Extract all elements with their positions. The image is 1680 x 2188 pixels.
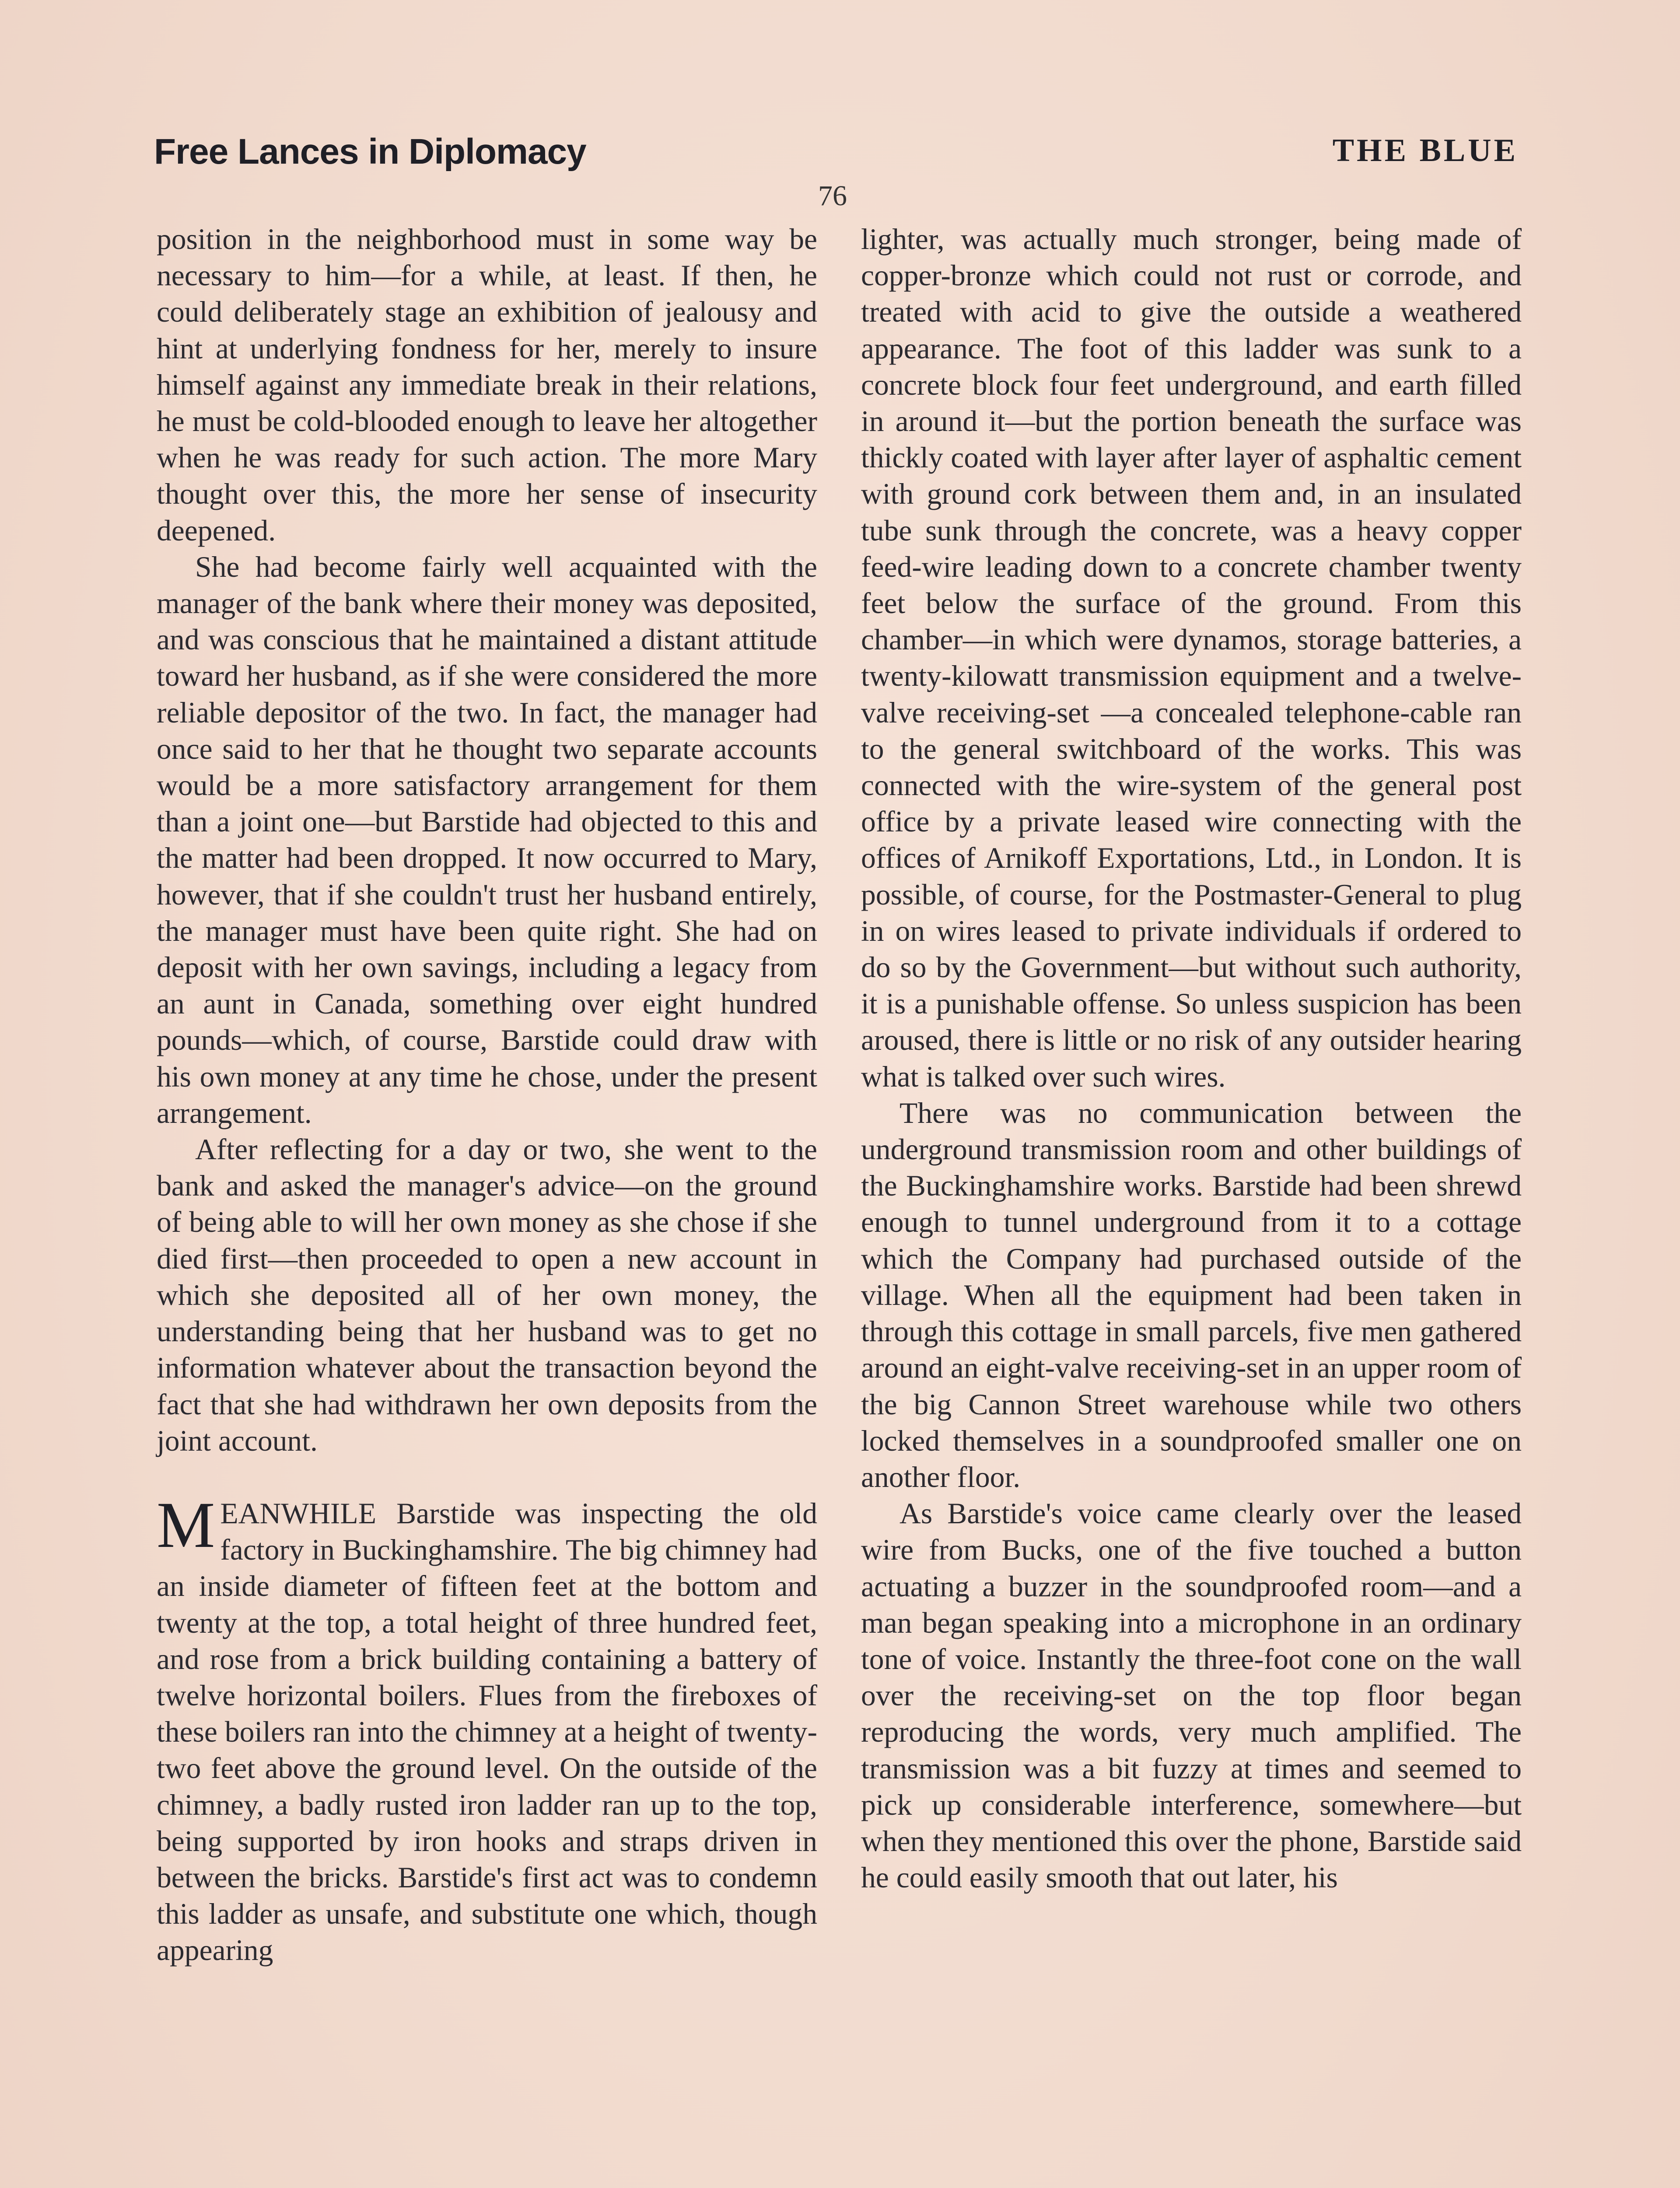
right-column: [861, 221, 1522, 1896]
left-column: [157, 221, 817, 1969]
drop-cap: M: [157, 1488, 215, 1561]
paragraph: There was no communication between the underground transmission room and other buildings of the Buckinghamshire works. Barstide had been shrewd enough to tunnel underground from it to a cottage which the Company had purchased outside of the village. When all the equipment had been taken in through this cottage in small parcels, five men gathered around an eight-valve receiving-set in an upper room of the big Cannon Street warehouse while two others locked themselves in a soundproofed smaller one on another floor.: [861, 1096, 1522, 1494]
section-paragraph: [157, 1488, 817, 1969]
paragraph-text: EANWHILE Barstide was inspecting the old factory in Buckinghamshire. The big chimney had an inside diameter of fifteen feet at the bottom and twenty at the top, a total height of three hundred feet, and rose from a brick building containing a battery of twelve horizontal boilers. Flues from the fireboxes of these boilers ran into the chimney at a height of twenty-two feet above the ground level. On the outside of the chimney, a badly rusted iron ladder ran up to the top, being supported by iron hooks and straps driven in between the bricks. Barstide's first act was to condemn this ladder as unsafe, and substitute one which, though appearing: [157, 1497, 817, 1967]
paragraph: She had become fairly well acquainted with the manager of the bank where their money was deposited, and was conscious that he maintained a distant attitude toward her husband, as if she were considered the more reliable depositor of the two. In fact, the manager had once said to her that he thought two separate accounts would be a more satisfactory arrangement for them than a joint one—but Barstide had objected to this and the matter had been dropped. It now occurred to Mary, however, that if she couldn't trust her husband entirely, the manager must have been quite right. She had on deposit with her own savings, including a legacy from an aunt in Canada, something over eight hundred pounds—which, of course, Barstide could draw with his own money at any time he chose, under the present arrangement.: [157, 550, 817, 1129]
paragraph: As Barstide's voice came clearly over the leased wire from Bucks, one of the five touched a button actuating a buzzer in the soundproofed room—and a man began speaking into a microphone in an ordinary tone of voice. Instantly the three-foot cone on the wall over the receiving-set on the top floor began reproducing the words, very much amplified. The transmission was a bit fuzzy at times and seemed to pick up considerable interference, somewhere—but when they mentioned this over the phone, Barstide said he could easily smooth that out later, his: [861, 1497, 1522, 1894]
running-title: Free Lances in Diplomacy: [154, 132, 586, 172]
paragraph: After reflecting for a day or two, she went to the bank and asked the manager's advice—on the ground of being able to will her own money as she chose if she died first—then proceeded to open a new account in which she deposited all of her own money, the understanding being that her husband was to get no information whatever about the transaction beyond the fact that she had withdrawn her own deposits from the joint account.: [157, 1133, 817, 1457]
magazine-name: THE BLUE: [1332, 133, 1518, 168]
paragraph: position in the neighborhood must in some way be necessary to him—for a while, at least. If then, he could deliberately stage an exhibition of jealousy and hint at underlying fondness for her, merely to insure himself against any immediate break in their relations, he must be cold-blooded enough to leave her altogether when he was ready for such action. The more Mary thought over this, the more her sense of insecurity deepened.: [157, 223, 817, 547]
paragraph: lighter, was actually much stronger, being made of copper-bronze which could not rust or corrode, and treated with acid to give the outside a weathered appearance. The foot of this ladder was sunk to a concrete block four feet underground, and earth filled in around it—but the portion beneath the surface was thickly coated with layer after layer of asphaltic cement with ground cork between them and, in an insulated tube sunk through the concrete, was a heavy copper feed-wire leading down to a concrete chamber twenty feet below the surface of the ground. From this chamber—in which were dynamos, storage batteries, a twenty-kilowatt transmission equipment and a twelve-valve receiving-set —a concealed telephone-cable ran to the general switchboard of the works. This was connected with the wire-system of the general post office by a private leased wire connecting with the offices of Arnikoff Exportations, Ltd., in London. It is possible, of course, for the Postmaster-General to plug in on wires leased to private individuals if ordered to do so by the Government—but without such authority, it is a punishable offense. So unless suspicion has been aroused, there is little or no risk of any outsider hearing what is talked over such wires.: [861, 223, 1522, 1093]
page-number: 76: [818, 180, 847, 212]
